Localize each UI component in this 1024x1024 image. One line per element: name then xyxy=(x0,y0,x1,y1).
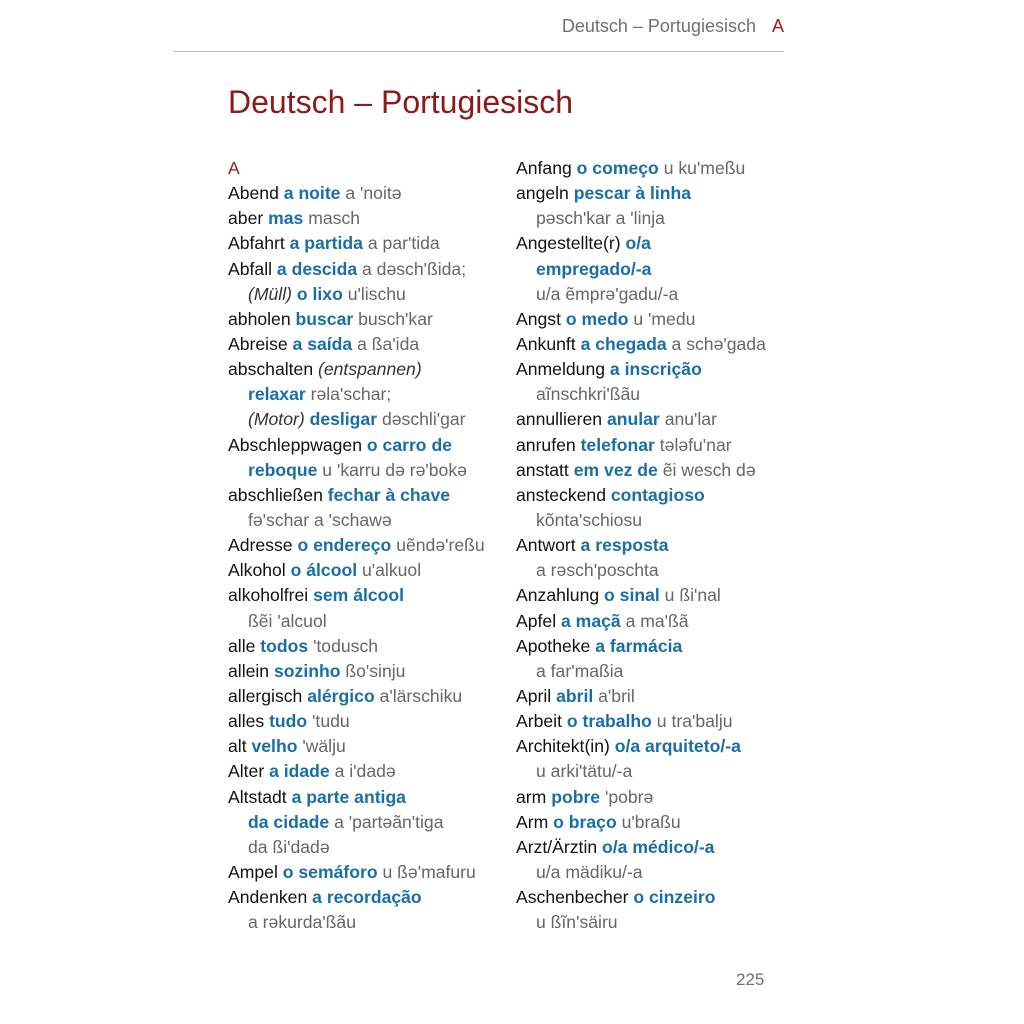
pronunciation: tələfu'nar xyxy=(659,434,732,455)
translation: mas xyxy=(268,208,304,229)
headword: Anmeldung xyxy=(516,359,606,380)
headword: Altstadt xyxy=(228,786,287,807)
translation: a chegada xyxy=(580,333,667,354)
pronunciation: ẽi wesch də xyxy=(662,459,756,480)
translation: a recordação xyxy=(312,887,422,908)
dictionary-entry xyxy=(516,785,786,810)
dictionary-entry xyxy=(516,483,786,508)
entry-continuation xyxy=(228,609,510,634)
translation: o carro de xyxy=(366,434,452,455)
pronunciation: u 'karru də rə'bokə xyxy=(322,459,467,480)
headword: Aschenbecher xyxy=(516,887,629,908)
translation: a saída xyxy=(292,333,353,354)
pronunciation: dəschli'gar xyxy=(381,409,466,430)
dictionary-entry xyxy=(228,634,510,659)
translation: a idade xyxy=(269,761,330,782)
dictionary-entry xyxy=(516,533,786,558)
pronunciation: a far'maßia xyxy=(536,660,624,681)
pronunciation: ßẽi 'alcuol xyxy=(248,610,327,631)
pronunciation: a rəsch'poschta xyxy=(536,560,659,581)
headword: arm xyxy=(516,786,547,807)
entry-continuation xyxy=(228,910,510,935)
pronunciation: u ßi'nal xyxy=(664,585,721,606)
pronunciation: u ku'meßu xyxy=(663,158,746,178)
translation: o começo xyxy=(576,158,659,178)
headword: Anfang xyxy=(516,158,572,178)
translation: contagioso xyxy=(610,484,705,505)
usage-context: (Müll) xyxy=(248,283,292,304)
entry-continuation xyxy=(228,835,510,860)
entry-continuation xyxy=(516,282,786,307)
pronunciation: 'wälju xyxy=(302,736,346,757)
translation: desligar xyxy=(309,409,378,430)
headword: Adresse xyxy=(228,535,293,556)
dictionary-entry xyxy=(228,785,510,810)
headword: alle xyxy=(228,635,256,656)
headword: allein xyxy=(228,660,270,681)
pronunciation: a par'tida xyxy=(367,233,440,254)
headword: alt xyxy=(228,736,247,757)
pronunciation: u tra'balju xyxy=(656,711,733,732)
headword: Alter xyxy=(228,761,265,782)
translation: sozinho xyxy=(273,660,341,681)
headword: Abfall xyxy=(228,258,273,279)
translation: o álcool xyxy=(290,560,358,581)
dictionary-entry xyxy=(516,307,786,332)
headword: Angestellte(r) xyxy=(516,233,621,254)
headword: allergisch xyxy=(228,685,303,706)
translation: o medo xyxy=(565,308,629,329)
pronunciation: a ßa'ida xyxy=(357,333,420,354)
dictionary-entry xyxy=(516,433,786,458)
translation: abril xyxy=(556,685,594,706)
pronunciation: pəsch'kar a 'linja xyxy=(536,208,665,229)
section-letter: A xyxy=(228,158,240,178)
translation: a inscrição xyxy=(609,359,702,380)
translation: a maçã xyxy=(561,610,621,631)
pronunciation: aĩnschkri'ßãu xyxy=(536,384,641,405)
headword: ansteckend xyxy=(516,484,606,505)
dictionary-entry xyxy=(516,458,786,483)
dictionary-entry xyxy=(228,684,510,709)
dictionary-entry xyxy=(228,433,510,458)
translation: anular xyxy=(606,409,660,430)
headword: abschließen xyxy=(228,484,323,505)
entry-continuation xyxy=(228,407,510,432)
dictionary-entry xyxy=(228,759,510,784)
headword: Apfel xyxy=(516,610,557,631)
page-title: Deutsch – Portugiesisch xyxy=(228,84,574,120)
entry-continuation xyxy=(516,508,786,533)
translation: telefonar xyxy=(580,434,655,455)
dictionary-entry xyxy=(516,835,786,860)
headword: Arbeit xyxy=(516,711,562,732)
dictionary-entry xyxy=(228,181,510,206)
translation: velho xyxy=(251,736,298,757)
headword: alkoholfrei xyxy=(228,585,309,606)
entry-continuation xyxy=(228,382,510,407)
headword: angeln xyxy=(516,183,569,204)
running-head-title: Deutsch – Portugiesisch xyxy=(561,16,756,36)
running-head xyxy=(174,16,784,42)
page-number: 225 xyxy=(736,970,765,989)
dictionary-entry xyxy=(228,257,510,282)
translation: a farmácia xyxy=(595,635,683,656)
dictionary-entry xyxy=(516,156,786,181)
dictionary-column-right xyxy=(516,156,786,935)
pronunciation: u/a ẽmprə'gadu/-a xyxy=(536,283,679,304)
translation: o braço xyxy=(553,811,617,832)
pronunciation: kõnta'schiosu xyxy=(536,509,643,530)
dictionary-entry xyxy=(516,709,786,734)
pronunciation: ßo'sinju xyxy=(345,660,406,681)
headword: Ampel xyxy=(228,861,278,882)
pronunciation: u arki'tätu/-a xyxy=(536,761,633,782)
pronunciation: u'lischu xyxy=(347,283,406,304)
translation: o/a arquiteto/-a xyxy=(614,736,741,757)
headword: Angst xyxy=(516,308,561,329)
dictionary-entry xyxy=(228,659,510,684)
dictionary-entry xyxy=(516,609,786,634)
headword: Arzt/Ärztin xyxy=(516,836,598,857)
pronunciation: u/a mädiku/-a xyxy=(536,861,643,882)
dictionary-entry xyxy=(228,357,510,382)
headword: anrufen xyxy=(516,434,576,455)
pronunciation: rəla'schar; xyxy=(310,384,392,405)
pronunciation: busch'kar xyxy=(358,308,433,329)
pronunciation: 'tudu xyxy=(312,711,350,732)
headword: Arm xyxy=(516,811,549,832)
running-head-letter: A xyxy=(771,16,784,36)
translation: o/a médico/-a xyxy=(602,836,715,857)
header-rule xyxy=(174,51,784,52)
headword: Apotheke xyxy=(516,635,591,656)
dictionary-entry xyxy=(516,634,786,659)
headword: April xyxy=(516,685,552,706)
dictionary-entry xyxy=(516,332,786,357)
translation: da cidade xyxy=(248,811,330,832)
translation: a partida xyxy=(289,233,363,254)
dictionary-entry xyxy=(516,357,786,382)
dictionary-entry xyxy=(228,709,510,734)
pronunciation: u ßĩn'säiru xyxy=(536,912,618,933)
dictionary-entry xyxy=(516,885,786,910)
entry-continuation xyxy=(228,282,510,307)
pronunciation: u'alkuol xyxy=(361,560,422,581)
entry-continuation xyxy=(228,810,510,835)
translation: o endereço xyxy=(297,535,392,556)
headword: annullieren xyxy=(516,409,603,430)
dictionary-entry xyxy=(228,483,510,508)
translation: a resposta xyxy=(580,535,669,556)
translation: em vez de xyxy=(573,459,658,480)
dictionary-entry xyxy=(516,181,786,206)
headword: abschalten xyxy=(228,359,314,380)
pronunciation: masch xyxy=(308,208,361,229)
headword: aber xyxy=(228,208,264,229)
pronunciation: uẽndə'reßu xyxy=(396,535,485,556)
headword: Abschleppwagen xyxy=(228,434,363,455)
dictionary-entry xyxy=(228,885,510,910)
pronunciation: a schə'gada xyxy=(671,333,766,354)
pronunciation: da ßi'dadə xyxy=(248,836,330,857)
headword: Abreise xyxy=(228,333,288,354)
dictionary-entry xyxy=(228,583,510,608)
headword: Abend xyxy=(228,183,279,204)
translation: a descida xyxy=(276,258,358,279)
translation: todos xyxy=(260,635,309,656)
headword: Antwort xyxy=(516,535,576,556)
entry-continuation xyxy=(516,860,786,885)
dictionary-entry xyxy=(228,558,510,583)
entry-continuation xyxy=(516,910,786,935)
translation: o trabalho xyxy=(566,711,652,732)
entry-list xyxy=(228,181,510,935)
dictionary-entry xyxy=(516,583,786,608)
headword: Anzahlung xyxy=(516,585,600,606)
pronunciation: a rəkurda'ßãu xyxy=(248,912,357,933)
translation: fechar à chave xyxy=(327,484,451,505)
dictionary-entry xyxy=(228,332,510,357)
dictionary-column-left xyxy=(228,156,510,935)
translation: alérgico xyxy=(307,685,375,706)
translation: a noite xyxy=(283,183,341,204)
pronunciation: a 'noitə xyxy=(345,183,402,204)
translation: a parte antiga xyxy=(291,786,406,807)
headword: Architekt(in) xyxy=(516,736,610,757)
pronunciation: 'pobrə xyxy=(604,786,654,807)
dictionary-entry xyxy=(516,231,786,256)
pronunciation: 'todusch xyxy=(313,635,379,656)
pronunciation: u'braßu xyxy=(621,811,681,832)
pronunciation: anu'lar xyxy=(664,409,717,430)
entry-continuation xyxy=(516,659,786,684)
entry-continuation xyxy=(228,458,510,483)
pronunciation: a dəsch'ßida; xyxy=(362,258,467,279)
entry-continuation xyxy=(516,382,786,407)
pronunciation: u ßə'mafuru xyxy=(382,861,476,882)
usage-context: (Motor) xyxy=(248,409,305,430)
pronunciation: u 'medu xyxy=(633,308,696,329)
dictionary-entry xyxy=(228,533,510,558)
pronunciation: a i'dadə xyxy=(334,761,396,782)
pronunciation: a'bril xyxy=(598,685,635,706)
translation: relaxar xyxy=(248,384,306,405)
headword: Ankunft xyxy=(516,333,576,354)
pronunciation: a ma'ßã xyxy=(625,610,689,631)
headword: Alkohol xyxy=(228,560,286,581)
translation: reboque xyxy=(248,459,318,480)
translation: tudo xyxy=(269,711,308,732)
translation: o semáforo xyxy=(282,861,378,882)
headword: alles xyxy=(228,711,265,732)
translation: o lixo xyxy=(296,283,343,304)
pronunciation: fə'schar a 'schawə xyxy=(248,509,392,530)
entry-continuation xyxy=(516,558,786,583)
translation: o cinzeiro xyxy=(633,887,716,908)
translation: buscar xyxy=(295,308,354,329)
entry-continuation xyxy=(228,508,510,533)
headword: abholen xyxy=(228,308,291,329)
headword: anstatt xyxy=(516,459,569,480)
entry-continuation xyxy=(516,759,786,784)
dictionary-entry xyxy=(228,860,510,885)
translation: empregado/-a xyxy=(536,258,652,279)
dictionary-entry xyxy=(516,810,786,835)
headword: Abfahrt xyxy=(228,233,285,254)
usage-context: (entspannen) xyxy=(318,359,422,380)
translation: sem álcool xyxy=(313,585,405,606)
headword: Andenken xyxy=(228,887,308,908)
translation: pobre xyxy=(551,786,601,807)
dictionary-entry xyxy=(228,734,510,759)
dictionary-entry xyxy=(516,407,786,432)
pronunciation: a'lärschiku xyxy=(379,685,463,706)
dictionary-entry xyxy=(516,684,786,709)
dictionary-entry xyxy=(228,307,510,332)
dictionary-entry xyxy=(228,231,510,256)
translation: o sinal xyxy=(604,585,660,606)
dictionary-entry xyxy=(228,206,510,231)
entry-continuation xyxy=(516,257,786,282)
dictionary-entry xyxy=(516,734,786,759)
translation: pescar à linha xyxy=(573,183,692,204)
entry-list xyxy=(516,156,786,935)
entry-continuation xyxy=(516,206,786,231)
translation: o/a xyxy=(625,233,651,254)
pronunciation: a 'partəãn'tiga xyxy=(334,811,444,832)
